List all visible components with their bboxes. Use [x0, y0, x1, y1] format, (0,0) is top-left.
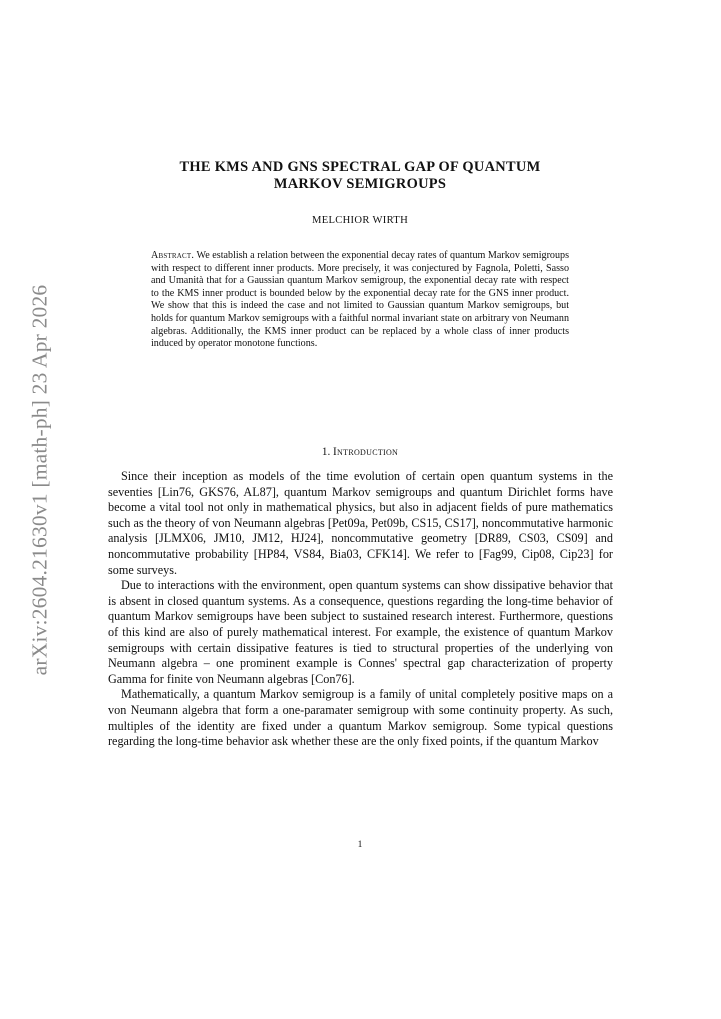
- arxiv-identifier-stamp: arXiv:2604.21630v1 [math-ph] 23 Apr 2026: [27, 284, 52, 676]
- abstract-block: [151, 250, 569, 351]
- paper-title-line-1: THE KMS AND GNS SPECTRAL GAP OF QUANTUM: [179, 159, 541, 175]
- abstract-text: We establish a relation between the exponential decay rates of quantum Markov semigroups with respect to different inner products. More precisely, it was conjectured by Fagnola, Poletti, Sasso and Umanità that for a Gaussian quantum Markov semigroup, the exponential decay rate with respect to the KMS inner product is bounded below by the exponential decay rate for the GNS inner product. We show that this is indeed the case and not limited to Gaussian quantum Markov semigroups, but holds for quantum Markov semigroups with a faithful normal invariant state on arbitrary von Neumann algebras. Additionally, the KMS inner product can be replaced by a whole class of inner products induced by operator monotone functions.: [151, 250, 569, 350]
- paper-title-line-2: MARKOV SEMIGROUPS: [273, 176, 447, 192]
- paragraph-3: Mathematically, a quantum Markov semigroup is a family of unital completely positive maps on a von Neumann algebra that form a one-paramater semigroup with some continuity property. As such, multiples of the identity are fixed under a quantum Markov semigroup. Some typical questions regarding the long-time behavior ask whether these are the only fixed points, if the quantum Markov: [108, 687, 613, 749]
- section-heading: [100, 446, 620, 458]
- section-title: Introduction: [333, 446, 399, 458]
- abstract-heading: Abstract.: [151, 250, 195, 261]
- paper-title: [100, 159, 620, 193]
- author-name: MELCHIOR WIRTH: [311, 215, 409, 226]
- paragraph-2: Due to interactions with the environment, open quantum systems can show dissipative behavior that is absent in closed quantum systems. As a consequence, questions regarding the long-time behavior of quantum Markov semigroups have been subject to sustained research interest. Furthermore, questions of this kind are also of purely mathematical interest. For example, the existence of quantum Markov semigroups with certain dissipative features is tied to structural properties of the underlying von Neumann algebra – one prominent example is Connes' spectral gap characterization of property Gamma for finite von Neumann algebras [Con76].: [108, 578, 613, 686]
- page-number: 1: [357, 840, 363, 850]
- introduction-body: [108, 469, 613, 750]
- section-number: 1.: [321, 446, 331, 458]
- paragraph-1: Since their inception as models of the time evolution of certain open quantum systems in the seventies [Lin76, GKS76, AL87], quantum Markov semigroups and quantum Dirichlet forms have become a vital tool not only in mathematical physics, but also in adjacent fields of pure mathematics such as the theory of von Neumann algebras [Pet09a, Pet09b, CS15, CS17], noncommutative harmonic analysis [JLMX06, JM10, JM12, HJ24], noncommutative geometry [DR89, CS03, CS09] and noncommutative probability [HP84, VS84, Bia03, CFK14]. We refer to [Fag99, Cip08, Cip23] for some surveys.: [108, 469, 613, 577]
